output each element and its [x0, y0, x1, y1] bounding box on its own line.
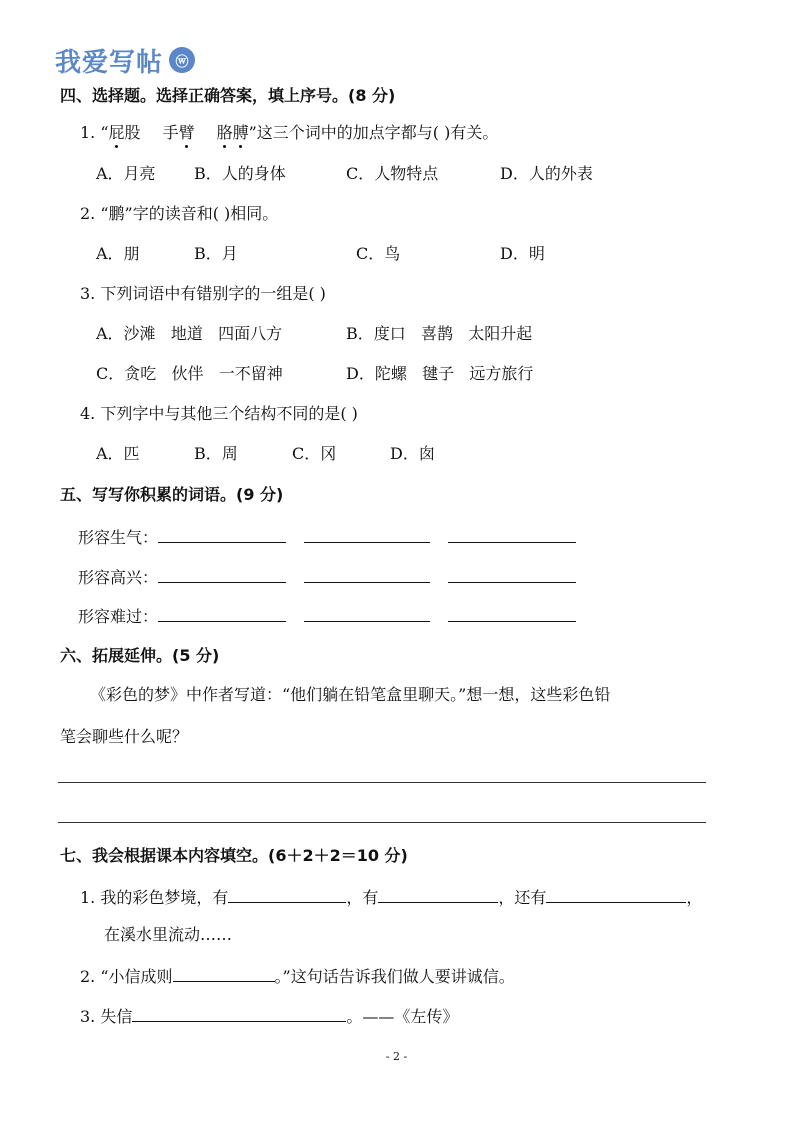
answer-blank[interactable]	[228, 885, 346, 903]
logo-text: 我爱写帖	[55, 47, 164, 78]
answer-blank[interactable]	[304, 604, 430, 622]
logo-icon: ⓦ	[169, 47, 195, 73]
page-number: - 2 -	[385, 1050, 408, 1063]
answer-line[interactable]	[58, 782, 706, 783]
q4-4: 4. 下列字中与其他三个结构不同的是( )	[80, 404, 358, 423]
answer-blank[interactable]	[448, 604, 576, 622]
logo	[55, 40, 195, 80]
answer-blank[interactable]	[546, 885, 686, 903]
section-6-paragraph-line2: 笔会聊些什么呢？	[60, 727, 189, 746]
q7-3	[80, 1004, 458, 1026]
word-row-angry	[78, 525, 576, 547]
dotted-char: 胳	[216, 123, 233, 142]
answer-blank[interactable]	[304, 565, 430, 583]
q7-3-text: 。——《左传》	[346, 1007, 459, 1026]
q7-1-text: ，有	[346, 888, 379, 907]
q4-1-suffix: ”这三个词中的加点字都与( )有关。	[248, 123, 499, 142]
answer-blank[interactable]	[158, 525, 286, 543]
q4-4-option-a: A．匹	[96, 444, 140, 463]
q4-2: 2. “鹏”字的读音和( )相同。	[80, 204, 279, 223]
answer-blank[interactable]	[448, 565, 576, 583]
q4-2-option-d: D．明	[500, 244, 545, 263]
q4-2-option-c: C．鸟	[356, 244, 401, 263]
q4-2-option-b: B．月	[194, 244, 238, 263]
q4-4-option-c: C．冈	[292, 444, 337, 463]
q4-1	[80, 122, 498, 144]
answer-blank[interactable]	[158, 604, 286, 622]
word-row-sad	[78, 604, 576, 626]
q7-2-text: 2. “小信成则	[80, 967, 173, 986]
answer-blank[interactable]	[173, 964, 275, 982]
q4-1-option-b: B．人的身体	[194, 164, 286, 183]
section-6-paragraph-line1: 《彩色的梦》中作者写道：“他们躺在铅笔盒里聊天。”想一想，这些彩色铅	[90, 685, 611, 704]
answer-blank[interactable]	[158, 565, 286, 583]
q7-1-text: ，	[686, 888, 703, 907]
q7-1-text: ，还有	[498, 888, 547, 907]
q4-3: 3. 下列词语中有错别字的一组是( )	[80, 284, 326, 303]
q7-1-continuation: 在溪水里流动……	[104, 925, 233, 944]
answer-blank[interactable]	[378, 885, 498, 903]
char: 手	[162, 123, 179, 142]
row-label: 形容生气：	[78, 528, 159, 547]
q4-1-prefix: 1. “	[80, 123, 109, 142]
q4-2-option-a: A．朋	[96, 244, 140, 263]
q4-3-option-c: C．贪吃 伙伴 一不留神	[96, 364, 283, 383]
answer-blank[interactable]	[448, 525, 576, 543]
q4-1-option-c: C．人物特点	[346, 164, 439, 183]
q4-3-option-d: D．陀螺 毽子 远方旅行	[346, 364, 534, 383]
answer-blank[interactable]	[132, 1004, 346, 1022]
q7-3-text: 3. 失信	[80, 1007, 133, 1026]
q7-1-text: 1. 我的彩色梦境，有	[80, 888, 229, 907]
q4-3-option-b: B．度口 喜鹊 太阳升起	[346, 324, 533, 343]
dotted-char: 屁	[108, 123, 125, 142]
section-4-title: 四、选择题。选择正确答案，填上序号。(8 分)	[60, 86, 396, 105]
char: 股	[124, 123, 141, 142]
row-label: 形容难过：	[78, 607, 159, 626]
q4-4-option-b: B．周	[194, 444, 238, 463]
q4-3-option-a: A．沙滩 地道 四面八方	[96, 324, 283, 343]
q4-4-option-d: D．囱	[390, 444, 435, 463]
section-7-title: 七、我会根据课本内容填空。(6＋2＋2＝10 分)	[60, 846, 408, 865]
q4-1-option-d: D．人的外表	[500, 164, 593, 183]
q7-2	[80, 964, 515, 986]
q7-2-text: 。”这句话告诉我们做人要讲诚信。	[274, 967, 515, 986]
answer-blank[interactable]	[304, 525, 430, 543]
section-5-title: 五、写写你积累的词语。(9 分)	[60, 485, 284, 504]
section-6-title: 六、拓展延伸。(5 分)	[60, 646, 220, 665]
q4-1-option-a: A．月亮	[96, 164, 156, 183]
row-label: 形容高兴：	[78, 568, 159, 587]
dotted-char: 膊	[232, 123, 249, 142]
answer-line[interactable]	[58, 822, 706, 823]
dotted-char: 臂	[178, 123, 195, 142]
q7-1	[80, 885, 702, 907]
word-row-happy	[78, 565, 576, 587]
